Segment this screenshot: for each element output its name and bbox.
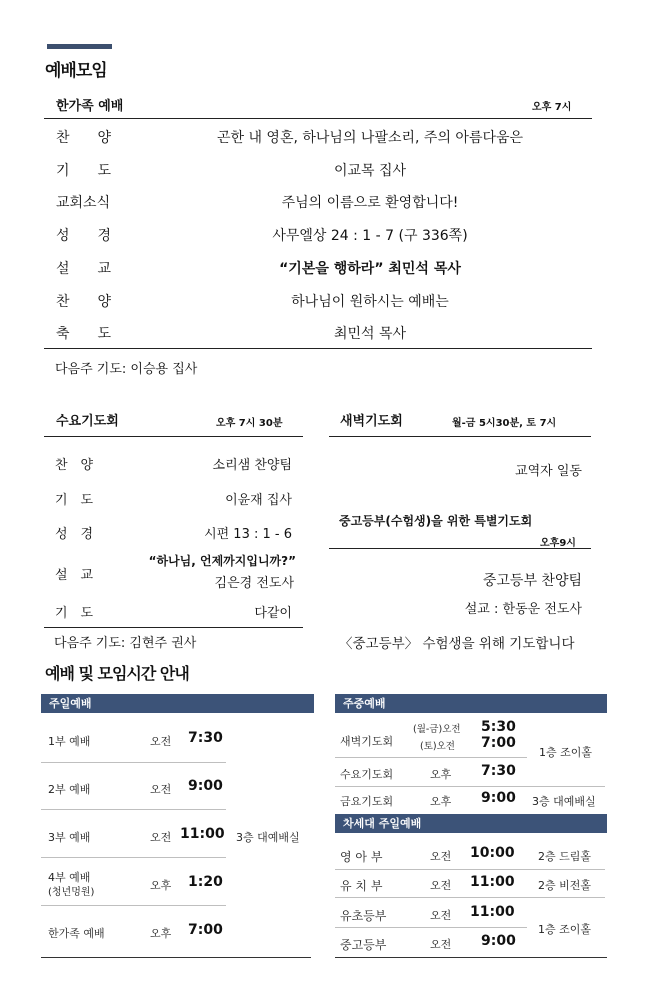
service-place: 1층 조이홀 [538, 923, 591, 936]
service-ampm: 오후 [430, 768, 452, 781]
divider [44, 627, 303, 628]
service-time: 7:30 [481, 763, 516, 779]
service-name: 수요기도회 [340, 768, 394, 781]
row-separator [335, 897, 605, 898]
divider [329, 436, 591, 437]
service-name: 4부 예배 [48, 871, 91, 884]
special-prayer-note: 〈중고등부〉 수험생을 위해 기도합니다 [339, 636, 575, 652]
service-ampm: (토)오전 [420, 741, 455, 752]
dawn-prayer-title: 새벽기도회 [340, 414, 403, 429]
service-ampm: 오전 [430, 909, 452, 922]
service-time: 10:00 [470, 845, 515, 861]
order-value: 하나님이 원하시는 예배는 [291, 294, 449, 310]
dawn-prayer-time: 월-금 5시30분, 토 7시 [452, 418, 557, 429]
order-label: 기 도 [55, 606, 94, 621]
weekday-table-header: 주중예배 [335, 694, 607, 713]
nextgen-table-header: 차세대 주일예배 [335, 814, 607, 833]
dawn-prayer-leader: 교역자 일동 [515, 464, 582, 479]
service-time: 9:00 [188, 778, 223, 794]
service-time: 7:00 [481, 735, 516, 751]
order-label: 찬 양 [56, 294, 112, 310]
service-ampm: 오후 [150, 879, 172, 892]
service-place: 1층 조이홀 [539, 746, 592, 759]
order-label: 찬 양 [55, 458, 94, 473]
order-value: 소리샘 찬양팀 [212, 458, 292, 473]
service-ampm: 오후 [430, 795, 452, 808]
order-label: 교회소식 [56, 195, 111, 211]
service-name: 새벽기도회 [340, 735, 394, 748]
service-ampm: 오전 [430, 850, 452, 863]
service-name: 유 치 부 [340, 879, 383, 893]
service-name-sub: (청년멍원) [48, 887, 95, 898]
divider [44, 118, 592, 119]
service-ampm: 오전 [430, 879, 452, 892]
service-place: 2층 드림홀 [538, 850, 591, 863]
service-place: 3층 대예배실 [236, 831, 300, 844]
row-separator [335, 786, 605, 787]
wednesday-prayer-time: 오후 7시 30분 [216, 418, 283, 429]
heading-accent-bar [47, 44, 112, 49]
divider [44, 348, 592, 349]
order-label: 설 교 [56, 261, 112, 277]
table-bottom-rule [335, 957, 607, 958]
table-bottom-rule [41, 957, 311, 958]
order-label: 설 교 [55, 568, 94, 583]
order-value: “기본을 행하라” 최민석 목사 [279, 261, 461, 277]
service-ampm: 오전 [150, 831, 172, 844]
sunday-table-header: 주일예배 [41, 694, 314, 713]
row-separator [335, 869, 605, 870]
section-title-schedule: 예배 및 모임시간 안내 [45, 664, 189, 683]
service-name: 한가족 예배 [48, 927, 105, 940]
order-label: 기 도 [55, 493, 94, 508]
row-separator [41, 809, 226, 810]
special-prayer-time: 오후9시 [540, 538, 576, 549]
row-separator [41, 857, 226, 858]
wednesday-next-prayer: 다음주 기도: 김현주 권사 [54, 636, 197, 651]
service-ampm: 오후 [150, 927, 172, 940]
order-value: 곤한 내 영혼, 하나님의 나팔소리, 주의 아름다움은 [216, 130, 524, 146]
service-ampm: 오전 [430, 938, 452, 951]
order-value: 주님의 이름으로 환영합니다! [281, 195, 459, 211]
special-prayer-preacher: 설교 : 한동운 전도사 [464, 602, 582, 617]
wednesday-prayer-title: 수요기도회 [56, 414, 119, 429]
family-worship-title: 한가족 예배 [56, 99, 124, 114]
service-time: 11:00 [180, 826, 225, 842]
service-name: 금요기도회 [340, 795, 394, 808]
row-separator [41, 762, 226, 763]
service-place: 3층 대예배실 [532, 795, 596, 808]
service-ampm: 오전 [150, 783, 172, 796]
sermon-title: “하나님, 언제까지입니까?” [148, 554, 296, 568]
service-name: 1부 예배 [48, 735, 91, 748]
service-time: 9:00 [481, 933, 516, 949]
service-ampm: (월-금)오전 [413, 724, 461, 735]
service-name: 중고등부 [340, 938, 387, 952]
service-place: 2층 비전홀 [538, 879, 591, 892]
order-value: 이윤재 집사 [225, 493, 292, 508]
divider [44, 436, 303, 437]
divider [329, 548, 591, 549]
order-value: 최민석 목사 [333, 326, 407, 342]
service-name: 영 아 부 [340, 850, 383, 864]
service-name: 2부 예배 [48, 783, 91, 796]
service-time: 5:30 [481, 719, 516, 735]
section-title-worship: 예배모임 [45, 61, 107, 81]
order-label: 축 도 [56, 326, 112, 342]
service-time: 1:20 [188, 874, 223, 890]
service-time: 7:30 [188, 730, 223, 746]
order-value: 이교목 집사 [333, 163, 407, 179]
preacher-name: 김은경 전도사 [214, 576, 294, 591]
order-value: 사무엘상 24 : 1 - 7 (구 336쪽) [272, 228, 468, 244]
order-label: 성 경 [56, 228, 112, 244]
order-label: 기 도 [56, 163, 112, 179]
family-worship-time: 오후 7시 [532, 102, 572, 113]
family-next-prayer: 다음주 기도: 이승용 집사 [55, 362, 198, 377]
service-name: 3부 예배 [48, 831, 91, 844]
order-label: 찬 양 [56, 130, 112, 146]
order-label: 성 경 [55, 527, 94, 542]
service-time: 7:00 [188, 922, 223, 938]
order-value: 시편 13 : 1 - 6 [204, 527, 292, 542]
special-prayer-leader: 중고등부 찬양팀 [482, 573, 582, 589]
row-separator [335, 927, 527, 928]
service-time: 9:00 [481, 790, 516, 806]
service-ampm: 오전 [150, 735, 172, 748]
service-name: 유초등부 [340, 909, 387, 923]
service-time: 11:00 [470, 904, 515, 920]
special-prayer-title: 중고등부(수험생)을 위한 특별기도회 [339, 514, 533, 528]
row-separator [41, 905, 226, 906]
service-time: 11:00 [470, 874, 515, 890]
order-value: 다같이 [254, 606, 292, 621]
row-separator [335, 757, 527, 758]
